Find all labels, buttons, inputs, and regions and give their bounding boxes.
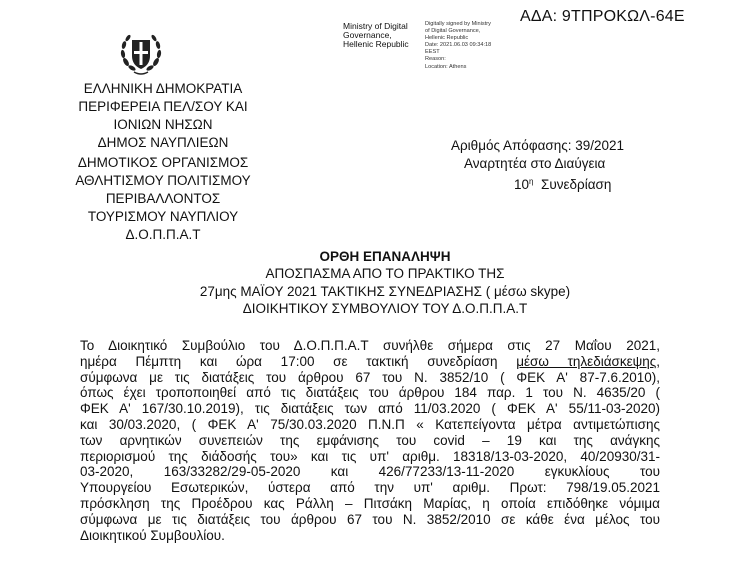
body-line: Υπουργείου Εσωτερικών, ύστερα από την υπ' αριθμ. Πρωτ: 798/19.05.2021 (80, 480, 660, 496)
org-line: ΑΘΛΗΤΙΣΜΟΥ ΠΟΛΙΤΙΣΜΟΥ (75, 173, 251, 188)
body-line: και 30/03.2020, ( ΦΕΚ Α' 75/30.03.2020 Π.Ν.Π « Κατεπείγοντα μέτρα αντιμετώπισης (80, 416, 660, 432)
title-correction: ΟΡΘΗ ΕΠΑΝΑΛΗΨΗ (319, 249, 451, 264)
body-line: πρόσκληση της Προέδρου κας Ράλλη – Πιτσάκη Μαρίας, η οποία επιδόθηκε νόμιμα (80, 495, 660, 511)
header-organization (58, 154, 268, 244)
body-line (80, 354, 660, 370)
org-line: ΤΟΥΡΙΣΜΟΥ ΝΑΥΠΛΙΟΥ (87, 209, 239, 224)
header-line: ΔΗΜΟΣ ΝΑΥΠΛΙΕΩΝ (97, 135, 229, 150)
body-line: των αρνητικών συνεπειών της εμφάνισης του covid – 19 και της ανάγκης (80, 432, 660, 448)
posting-note: Αναρτητέα στο Διαύγεια (464, 156, 606, 171)
title-board: ΔΙΟΙΚΗΤΙΚΟΥ ΣΥΜΒΟΥΛΙΟΥ ΤΟΥ Δ.Ο.Π.Π.Α.Τ (242, 301, 528, 316)
header-line: ΕΛΛΗΝΙΚΗ ΔΗΜΟΚΡΑΤΙΑ (83, 81, 243, 96)
signer-line: Hellenic Republic (343, 39, 409, 49)
signer-line: Governance, (343, 30, 392, 40)
title-extract: ΑΠΟΣΠΑΣΜΑ ΑΠΟ ΤΟ ΠΡΑΚΤΙΚΟ ΤΗΣ (265, 266, 505, 281)
header-authority (58, 80, 268, 152)
session-label: Συνεδρίαση (541, 177, 612, 192)
body-line: Το Διοικητικό Συμβούλιο του Δ.Ο.Π.Π.Α.Τ συνήλθε σήμερα στις 27 Μαΐου 2021, (80, 338, 660, 353)
body-line: 03-2020, 163/33282/29-05-2020 και 426/77233/13-11-2020 εγκυκλίους του (80, 464, 660, 480)
session-info (514, 173, 611, 194)
signature-details (425, 21, 520, 71)
body-line: σύμφωνα με τις διατάξεις του άρθρου 67 του Ν. 3852/10 ( ΦΕΚ Α' 87-7.6.2010), (80, 369, 660, 385)
body-line: σύμφωνα με τις διατάξεις του άρθρου 67 του Ν. 3852/2010 σε κάθε ένα μέλος του (80, 511, 660, 527)
signature-detail-line: EEST (425, 49, 440, 56)
org-line: ΠΕΡΙΒΑΛΛΟΝΤΟΣ (105, 191, 221, 206)
signature-detail-line: of Digital Governance, (425, 28, 481, 35)
body-line-text: ημέρα Πέμπτη και ώρα 17:00 σε τακτική συνεδρίαση (80, 353, 517, 369)
header-line: ΙΟΝΙΩΝ ΝΗΣΩΝ (113, 117, 213, 132)
body-line: ΦΕΚ Α' 167/30.10.2019), τις διατάξεις των από 11/03.2020 ( ΦΕΚ Α' 55/11-03-2020) (80, 401, 660, 417)
body-line: Διοικητικού Συμβουλίου. (80, 527, 225, 543)
underlined-phrase: μέσω τηλεδιάσκεψης, (516, 353, 660, 369)
header-line: ΠΕΡΙΦΕΡΕΙΑ ΠΕΛ/ΣΟΥ ΚΑΙ (78, 99, 248, 114)
signature-signer (343, 22, 423, 49)
org-line: Δ.Ο.Π.Π.Α.Τ (125, 227, 201, 242)
body-line: περιορισμού της διάδοσής του» και τις υπ' αριθμ. 18318/13-03-2020, 40/20930/31- (80, 448, 660, 464)
body-line: όπως έχει τροποποιηθεί από τις διατάξεις του άρθρου 184 παρ. 1 του Ν. 4635/20 ( (80, 385, 660, 401)
body-paragraph (80, 338, 660, 543)
signature-detail-line: Reason: (425, 56, 446, 63)
ada-code: ΑΔΑ: 9ΤΠΡΟΚΩΛ-64Ε (520, 8, 685, 25)
signature-detail-line: Hellenic Republic (425, 35, 469, 42)
greek-emblem-icon (118, 32, 164, 76)
signature-detail-line: Digitally signed by Ministry (425, 21, 491, 27)
title-session: 27μης ΜΑΪΟΥ 2021 ΤΑΚΤΙΚΗΣ ΣΥΝΕΔΡΙΑΣΗΣ ( μέσω skype) (199, 284, 571, 299)
session-number: 10 (514, 177, 530, 192)
signature-detail-line: Date: 2021.06.03 09:34:18 (425, 42, 492, 49)
signer-line: Ministry of Digital (343, 21, 408, 31)
org-line: ΔΗΜΟΤΙΚΟΣ ΟΡΓΑΝΙΣΜΟΣ (77, 155, 249, 170)
signature-detail-line: Location: Athens (425, 63, 467, 70)
session-ordinal: η (529, 177, 534, 186)
decision-number: Αριθμός Απόφασης: 39/2021 (451, 138, 625, 153)
